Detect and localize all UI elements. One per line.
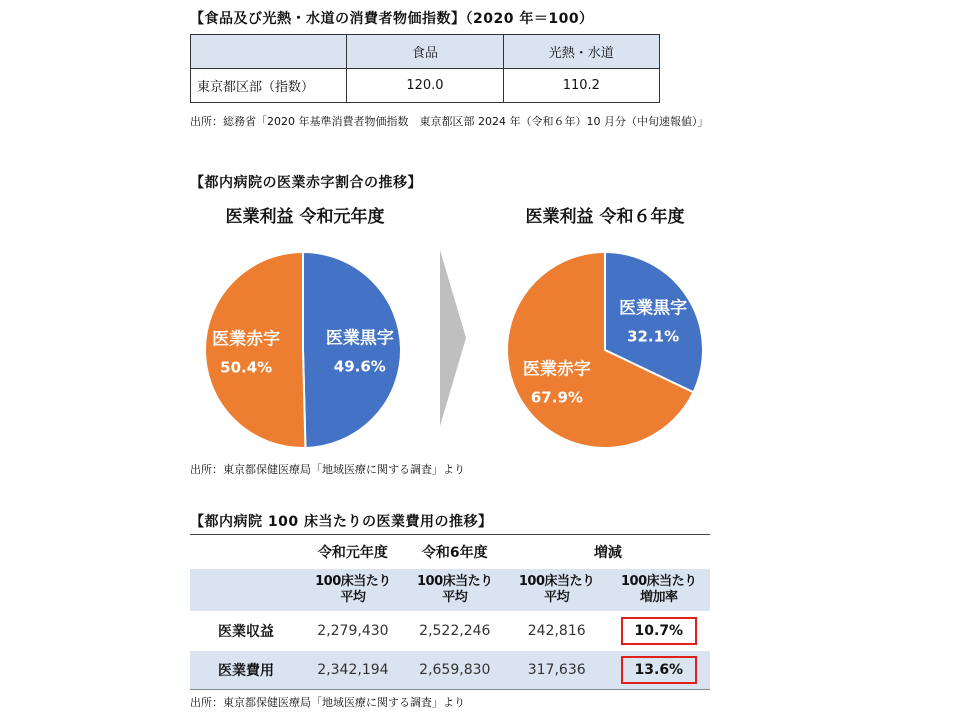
cost-row-expense [190, 651, 710, 690]
cost-subheader-2: 100床当たり 平均 [404, 569, 506, 611]
cost-cell: 2,279,430 [317, 623, 389, 639]
pie1-slice-1-label: 医業赤字 [212, 329, 281, 350]
pie1-slice-0 [303, 252, 401, 448]
pie1-slice-0-label: 医業黒字 [325, 328, 394, 349]
pie2 [507, 252, 703, 448]
cost-table [190, 534, 710, 690]
pie1-slice-1 [205, 252, 305, 448]
revenue-increase-rate: 10.7% [621, 617, 697, 645]
cpi-table [190, 34, 660, 103]
cpi-value-food: 120.0 [347, 69, 503, 103]
pie2-title: 医業利益 令和６年度 [525, 207, 685, 227]
pie2-slice-1-value: 67.9% [530, 388, 583, 407]
cost-table-sub-header [190, 569, 710, 611]
pie2-slice-0-value: 32.1% [627, 327, 680, 346]
cpi-header-utilities: 光熱・水道 [503, 35, 659, 69]
cpi-header-food: 食品 [347, 35, 503, 69]
pie1 [205, 252, 401, 448]
table3-source: 出所：東京都保健医療局「地域医療に関する調査」より [190, 696, 465, 709]
pie1-slice-1-value: 50.4% [220, 358, 273, 377]
pies-title: 【都内病院の医業赤字割合の推移】 [190, 175, 422, 191]
cost-header-r1: 令和元年度 [302, 535, 404, 570]
cost-row-revenue-label: 医業収益 [218, 624, 274, 640]
cost-header-blank [190, 535, 302, 570]
pie1-slice-0-value: 49.6% [333, 357, 386, 376]
cost-cell: 242,816 [527, 623, 586, 639]
pies-source: 出所：東京都保健医療局「地域医療に関する調査」より [190, 463, 465, 476]
cost-cell: 2,342,194 [302, 651, 404, 690]
cost-subheader-1: 100床当たり 平均 [302, 569, 404, 611]
cost-cell-rate-wrap [608, 611, 710, 651]
cost-table-group-header [190, 535, 710, 570]
pie-charts [190, 238, 730, 458]
pie2-slice-0-label: 医業黒字 [619, 298, 688, 319]
cost-cell-rate-wrap [608, 651, 710, 690]
cost-header-change: 増減 [506, 535, 710, 570]
cost-row-expense-label: 医業費用 [190, 651, 302, 690]
cost-subheader-blank [190, 569, 302, 611]
cost-header-r6: 令和6年度 [404, 535, 506, 570]
cpi-table-header-row [191, 35, 660, 69]
cost-subheader-3: 100床当たり 平均 [506, 569, 608, 611]
pie2-slice-1-label: 医業赤字 [522, 359, 591, 380]
cost-row-revenue [190, 611, 710, 651]
cpi-table-row [191, 69, 660, 103]
table3-title: 【都内病院 100 床当たりの医業費用の推移】 [190, 514, 493, 530]
cpi-header-empty [191, 35, 347, 69]
pie1-title: 医業利益 令和元年度 [225, 207, 385, 227]
expense-increase-rate: 13.6% [621, 656, 697, 684]
table1-source: 出所：総務省「2020 年基準消費者物価指数 東京都区部 2024 年（令和６年）10 月分（中旬速報値）」 [190, 115, 709, 128]
cost-cell: 2,522,246 [419, 623, 491, 639]
cpi-row-label: 東京都区部（指数） [191, 69, 347, 103]
cost-cell: 2,659,830 [404, 651, 506, 690]
cpi-value-utilities: 110.2 [503, 69, 659, 103]
transition-arrow-icon [440, 250, 466, 426]
table1-title: 【食品及び光熱・水道の消費者物価指数】（2020 年＝100） [190, 11, 594, 27]
cost-subheader-4: 100床当たり 増加率 [608, 569, 710, 611]
cost-cell: 317,636 [506, 651, 608, 690]
